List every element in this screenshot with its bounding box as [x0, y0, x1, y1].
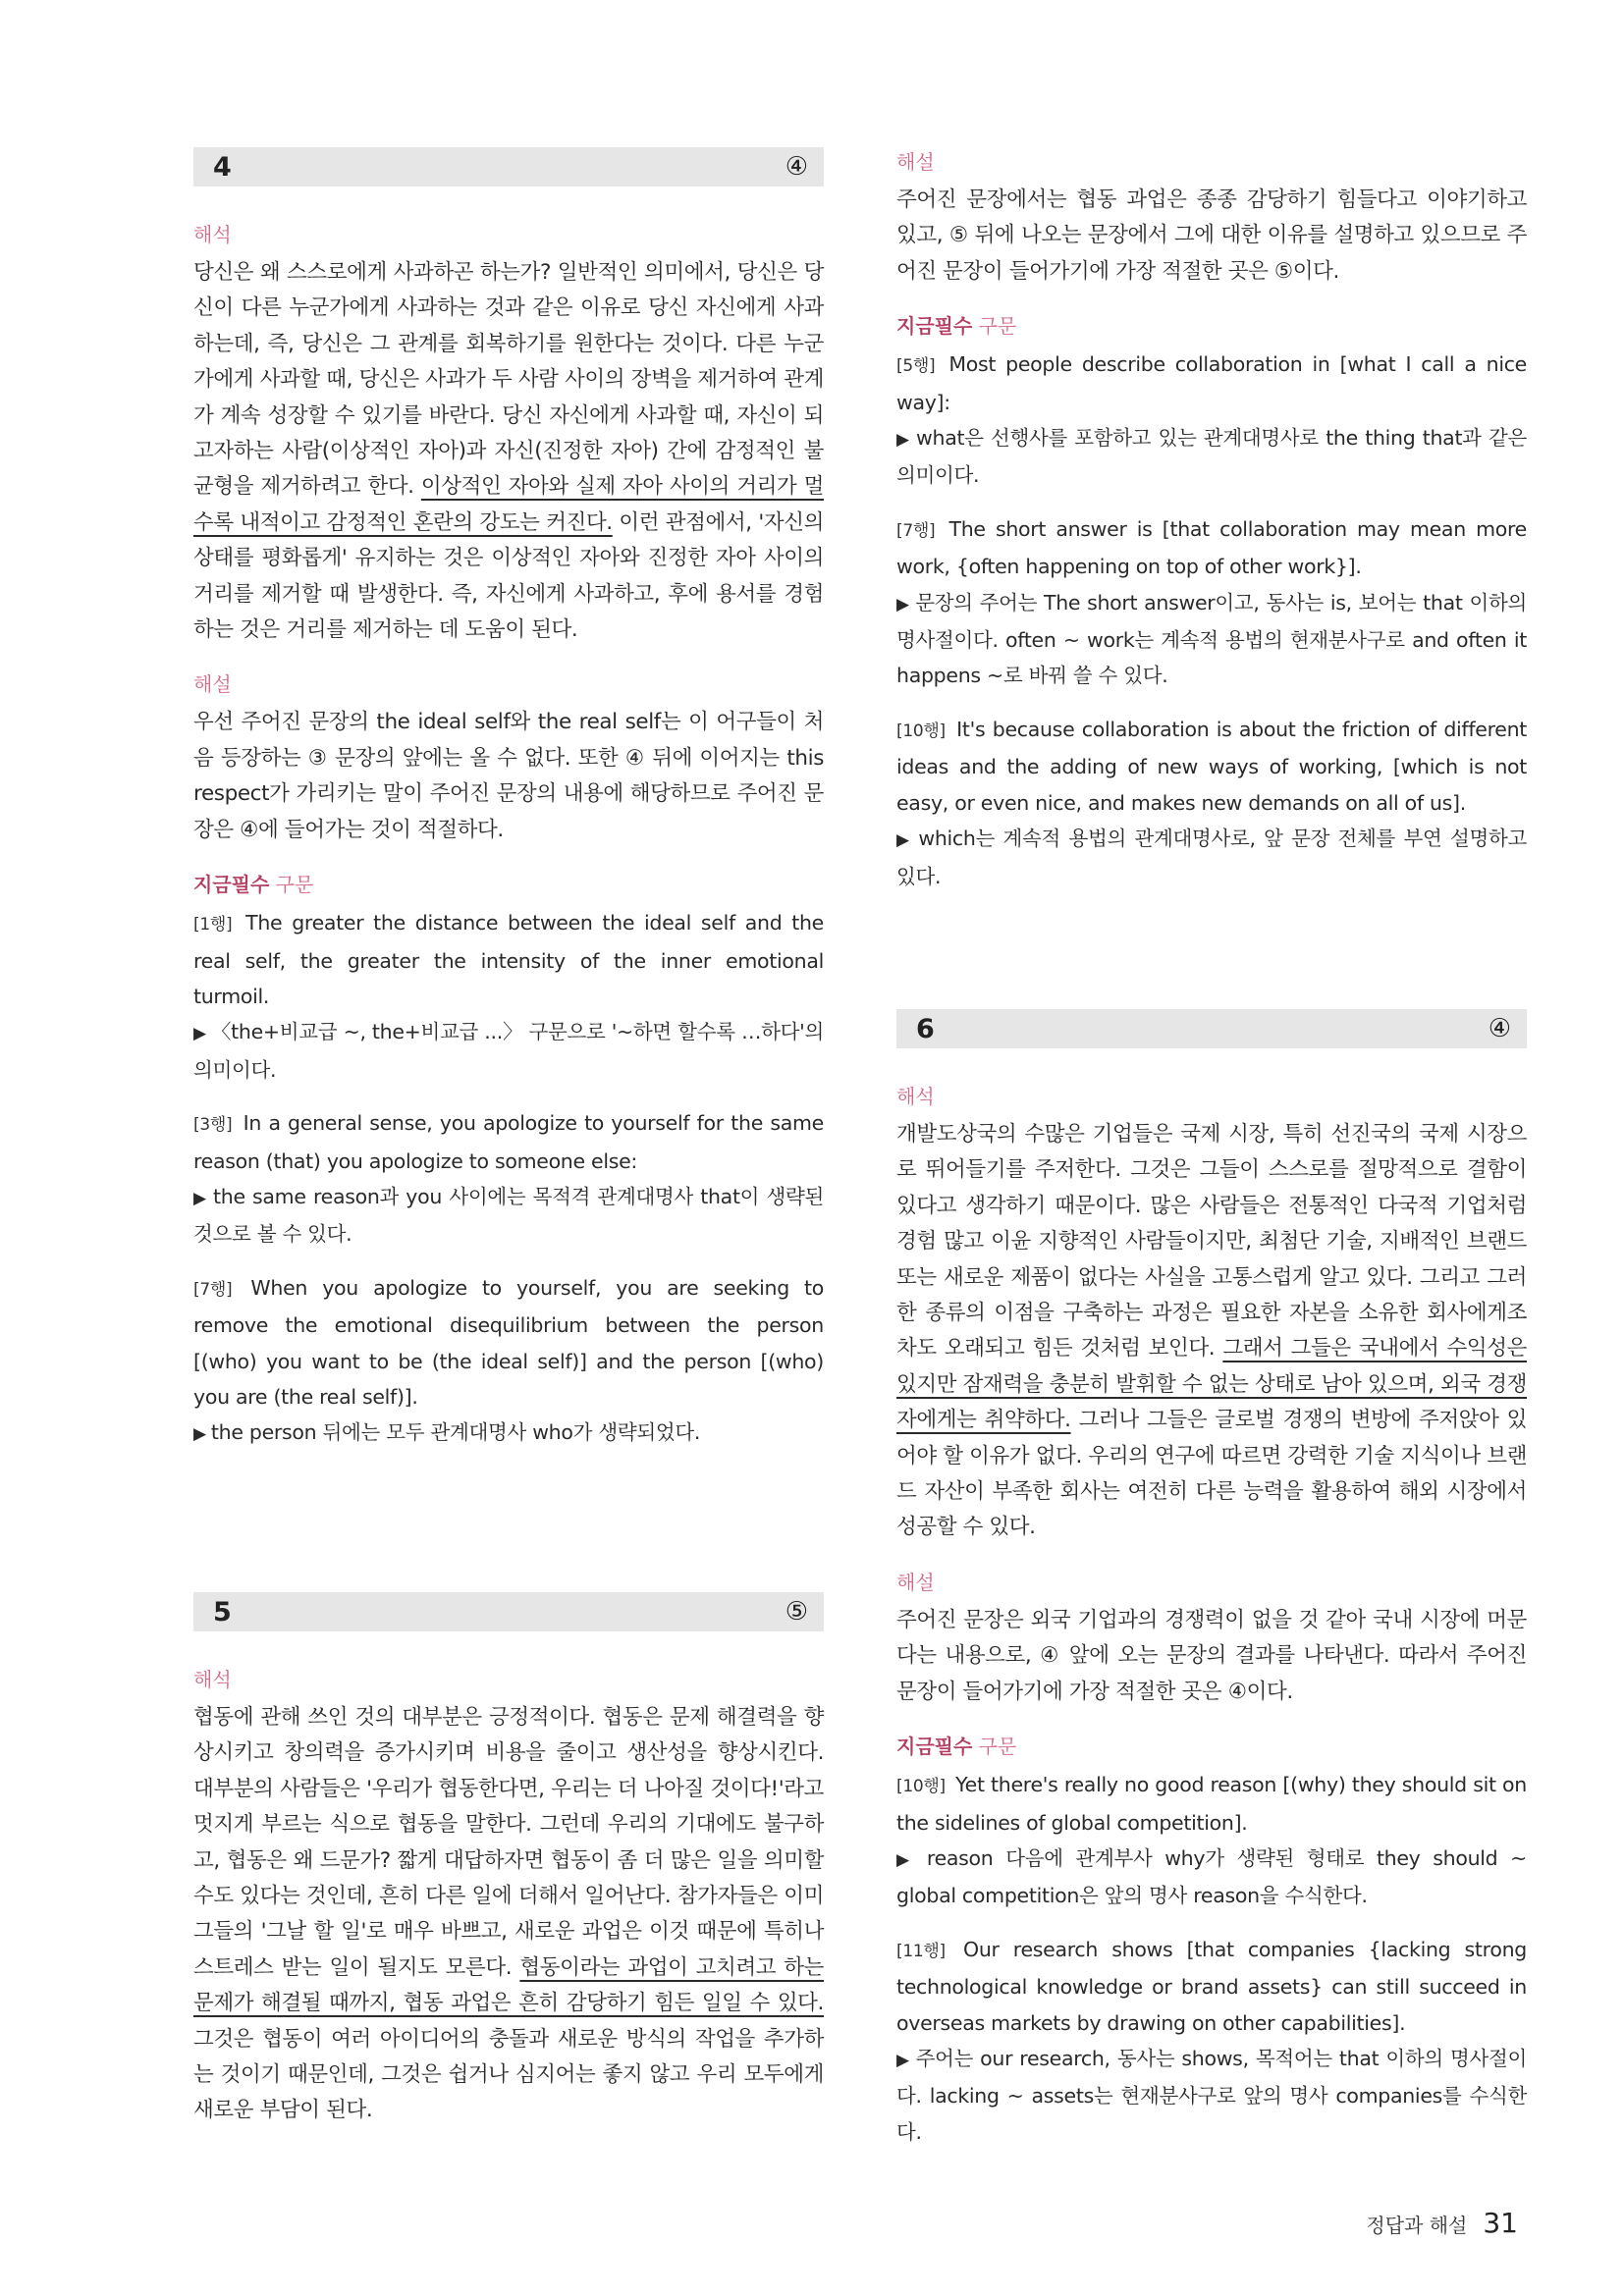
grammar-note: ▶ what은 선행사를 포함하고 있는 관계대명사로 the thing that과 같은 의미이다. [896, 420, 1527, 494]
grammar-note: ▶ which는 계속적 용법의 관계대명사로, 앞 문장 전체를 부연 설명하고 있다. [896, 821, 1527, 894]
explanation-text: 주어진 문장은 외국 기업과의 경쟁력이 없을 것 같아 국내 시장에 머문다는 내용으로, ④ 앞에 오는 문장의 결과를 나타낸다. 따라서 주어진 문장이 들어가기에 가장 적절한 곳은 ④이다. [896, 1607, 1527, 1704]
line-number: [3행] [193, 1115, 233, 1136]
line-number: [7행] [193, 1279, 233, 1300]
grammar-item [896, 1767, 1527, 1914]
page-number: 31 [1483, 2207, 1518, 2239]
line-number: [7행] [896, 520, 936, 541]
explanation-section [193, 671, 824, 848]
explanation-section [896, 1570, 1527, 1710]
grammar-label-rest: 구문 [972, 1735, 1017, 1759]
answer-mark: ④ [1488, 1014, 1511, 1043]
text-span: 개발도상국의 수많은 기업들은 국제 시장, 특히 선진국의 국제 시장으로 뛰어들기를 주저한다. 그것은 그들이 스스로를 절망적으로 결함이 있다고 생각하기 때문이다. 많은 사람들은 전통적인 다국적 기업처럼 경험 많고 이윤 지향적인 사람들이지만, 최첨단 기술, 지배적인 브랜드 또는 새로운 제품이 없다는 사실을 고통스럽게 알고 있다. 그리고 그러한 종류의 이점을 구축하는 과정은 필요한 자본을 소유한 회사에게조차도 오래되고 힘든 것처럼 보인다. [896, 1122, 1527, 1362]
grammar-note: ▶ reason 다음에 관계부사 why가 생략된 형태로 they should ~ global competition은 앞의 명사 reason을 수식한다. [896, 1841, 1527, 1914]
text-span: 협동에 관해 쓰인 것의 대부분은 긍정적이다. 협동은 문제 해결력을 향상시키고 창의력을 증가시키며 비용을 줄이고 생산성을 향상시킨다. 대부분의 사람들은 '우리가 협동한다면, 우리는 더 나아질 것이다!'라고 멋지게 부르는 식으로 협동을 말한다. 그런데 우리의 기대에도 불구하고, 협동은 왜 드문가? 짧게 대답하자면 협동이 좀 더 많은 일을 의미할 수도 있다는 것인데, 흔히 다른 일에 더해서 일어난다. 참가자들은 이미 그들의 '그날 할 일'로 매우 바쁘고, 새로운 과업은 이것 때문에 특히나 스트레스 받는 일이 될지도 모른다. [193, 1705, 824, 1980]
explanation-text: 우선 주어진 문장의 the ideal self와 the real self는 이 어구들이 처음 등장하는 ③ 문장의 앞에는 올 수 없다. 또한 ④ 뒤에 이어지는 this respect가 가리키는 말이 주어진 문장의 내용에 해당하므로 주어진 문장은 ④에 들어가는 것이 적절하다. [193, 710, 824, 842]
answer-mark: ④ [785, 152, 808, 182]
grammar-label-key: 지금필수 [193, 873, 270, 897]
grammar-item [896, 347, 1527, 494]
underlined-sentence: 협동이라는 과업이 고치려고 하는 문제가 해결될 때까지, 협동 과업은 흔히 감당하기 힘든 일일 수 있다. [193, 1954, 824, 2016]
question-number: 5 [213, 1596, 232, 1628]
grammar-item [896, 712, 1527, 894]
text-span: 이런 관점에서, '자신의 상태를 평화롭게' 유지하는 것은 이상적인 자아와 진정한 자아 사이의 거리를 제거할 때 발생한다. 즉, 자신에게 사과하고, 후에 용서를 경험하는 것은 거리를 제거하는 데 도움이 된다. [193, 509, 824, 643]
translation-section [193, 1667, 824, 2129]
underlined-sentence: 이상적인 자아와 실제 자아 사이의 거리가 멀수록 내적이고 감정적인 혼란의 강도는 커진다. [193, 474, 824, 535]
grammar-label [193, 872, 824, 897]
footer-section-title: 정답과 해설 [1366, 2214, 1468, 2237]
question-6-block [896, 1009, 1527, 2167]
grammar-section [896, 313, 1527, 894]
grammar-label-rest: 구문 [972, 314, 1017, 339]
example-sentence: Yet there's really no good reason [(why) they should sit on the sidelines of global competition]. [896, 1773, 1527, 1835]
right-column [896, 149, 1527, 912]
section-label: 해설 [896, 150, 935, 174]
grammar-note: ▶ 〈the+비교급 ~, the+비교급 ...〉 구문으로 '~하면 할수록 …하다'의 의미이다. [193, 1014, 824, 1088]
line-number: [5행] [896, 356, 936, 377]
grammar-label-key: 지금필수 [896, 314, 973, 339]
grammar-section [193, 872, 824, 1453]
underlined-sentence: 그래서 그들은 국내에서 수익성은 있지만 잠재력을 충분히 발휘할 수 없는 상태로 남아 있으며, 외국 경쟁자에게는 취약하다. [896, 1336, 1527, 1433]
left-column [193, 147, 824, 1470]
example-sentence: It's because collaboration is about the friction of different ideas and the adding of new ways of working, [which is not easy, or even nice, and makes new demands on all of us]. [896, 717, 1527, 815]
example-sentence: When you apologize to yourself, you are seeking to remove the emotional disequilibrium between the person [(who) you want to be (the ideal self)] and the person [(who) you are (the real self)]. [193, 1275, 824, 1409]
example-sentence: In a general sense, you apologize to yourself for the same reason (that) you apologize to someone else: [193, 1111, 824, 1173]
line-number: [10행] [896, 721, 946, 741]
grammar-item [193, 1105, 824, 1253]
section-label: 해석 [896, 1085, 935, 1108]
example-sentence: The greater the distance between the ideal self and the real self, the greater the intensity of the inner emotional turmoil. [193, 911, 824, 1008]
text-span: 당신은 왜 스스로에게 사과하곤 하는가? 일반적인 의미에서, 당신은 당신이 다른 누군가에게 사과하는 것과 같은 이유로 당신 자신에게 사과하는데, 즉, 당신은 그 관계를 회복하기를 원한다는 것이다. 다른 누군가에게 사과할 때, 당신은 사과가 두 사람 사이의 장벽을 제거하여 관계가 계속 성장할 수 있기를 바란다. 당신 자신에게 사과할 때, 자신이 되고자하는 사람(이상적인 자아)과 자신(진정한 자아) 간에 감정적인 불균형을 제거하려고 한다. [193, 260, 824, 500]
grammar-note: ▶ the person 뒤에는 모두 관계대명사 who가 생략되었다. [193, 1415, 824, 1452]
grammar-item [193, 905, 824, 1088]
grammar-note: ▶ 문장의 주어는 The short answer이고, 동사는 is, 보어는 that 이하의 명사절이다. often ~ work는 계속적 용법의 현재분사구로 and often it happens ~로 바꿔 쓸 수 있다. [896, 585, 1527, 694]
question-number: 6 [916, 1013, 935, 1044]
grammar-section [896, 1734, 1527, 2150]
grammar-label [896, 313, 1527, 339]
example-sentence: Most people describe collaboration in [what I call a nice way]: [896, 352, 1527, 414]
section-label: 해설 [896, 1570, 935, 1594]
question-number: 4 [213, 151, 232, 183]
translation-text [896, 1117, 1527, 1546]
translation-section [896, 1084, 1527, 1546]
text-span: 그러나 그들은 글로벌 경쟁의 변방에 주저앉아 있어야 할 이유가 없다. 우리의 연구에 따르면 강력한 기술 지식이나 브랜드 자산이 부족한 회사는 여전히 다른 능력을 활용하여 해외 시장에서 성공할 수 있다. [896, 1408, 1527, 1540]
grammar-note: ▶ the same reason과 you 사이에는 목적격 관계대명사 that이 생략된 것으로 볼 수 있다. [193, 1179, 824, 1253]
grammar-item [896, 511, 1527, 694]
section-label: 해설 [193, 672, 232, 697]
grammar-note: ▶ 주어는 our research, 동사는 shows, 목적어는 that 이하의 명사절이다. lacking ~ assets는 현재분사구로 앞의 명사 companies를 수식한다. [896, 2041, 1527, 2150]
explanation-section [896, 149, 1527, 290]
question-5-header [193, 1592, 824, 1631]
question-5-block [193, 1592, 824, 2153]
section-label: 해석 [193, 223, 232, 246]
grammar-item [193, 1270, 824, 1453]
example-sentence: The short answer is [that collaboration may mean more work, {often happening on top of other work}]. [896, 516, 1527, 579]
grammar-label-rest: 구문 [269, 873, 314, 897]
text-span: 그것은 협동이 여러 아이디어의 충돌과 새로운 방식의 작업을 추가하는 것이기 때문인데, 그것은 쉽거나 심지어는 좋지 않고 우리 모두에게 새로운 부담이 된다. [193, 2026, 824, 2123]
translation-section [193, 222, 824, 648]
example-sentence: Our research shows [that companies {lacking strong technological knowledge or brand assets} can still succeed in overseas markets by drawing on other capabilities]. [896, 1937, 1527, 2035]
page-footer [1366, 2207, 1518, 2239]
section-label: 해석 [193, 1668, 232, 1691]
line-number: [1행] [193, 915, 233, 935]
question-4-header [193, 147, 824, 187]
grammar-label-key: 지금필수 [896, 1735, 973, 1759]
grammar-label [896, 1734, 1527, 1759]
answer-mark: ⑤ [785, 1597, 808, 1627]
explanation-text: 주어진 문장에서는 협동 과업은 종종 감당하기 힘들다고 이야기하고 있고, ⑤ 뒤에 나오는 문장에서 그에 대한 이유를 설명하고 있으므로 주어진 문장이 들어가기에 가장 적절한 곳은 ⑤이다. [896, 187, 1527, 284]
line-number: [11행] [896, 1941, 946, 1961]
grammar-item [896, 1932, 1527, 2150]
line-number: [10행] [896, 1777, 946, 1797]
translation-text [193, 255, 824, 648]
question-6-header [896, 1009, 1527, 1048]
translation-text [193, 1700, 824, 2129]
